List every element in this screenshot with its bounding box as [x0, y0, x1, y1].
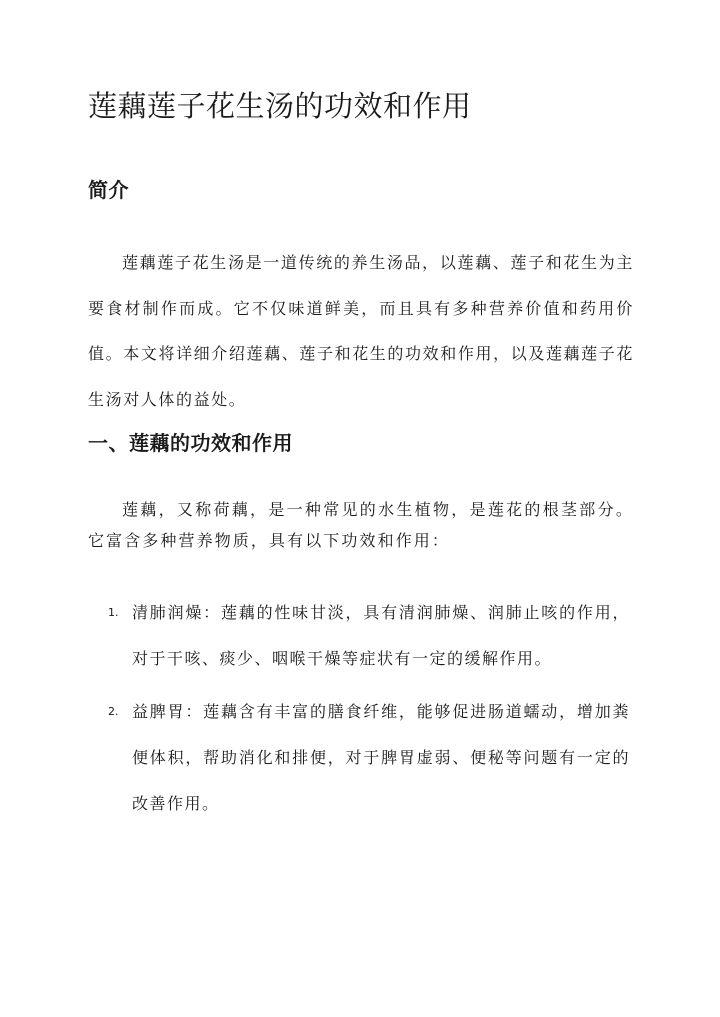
list-item-text: 清肺润燥：莲藕的性味甘淡，具有清润肺燥、润肺止咳的作用，对于干咳、痰少、咽喉干燥等症状有一定的缓解作用。 — [132, 603, 630, 668]
list-item — [108, 590, 630, 682]
section1-paragraph: 莲藕，又称荷藕，是一种常见的水生植物，是莲花的根茎部分。它富含多种营养物质，具有以下功效和作用： — [88, 500, 634, 550]
section1-heading: 一、莲藕的功效和作用 — [88, 431, 293, 455]
list-item — [108, 689, 630, 827]
section1-list-2 — [108, 689, 630, 827]
intro-heading: 简介 — [88, 178, 129, 202]
list-item-text: 益脾胃：莲藕含有丰富的膳食纤维，能够促进肠道蠕动，增加粪便体积，帮助消化和排便，对于脾胃虚弱、便秘等问题有一定的改善作用。 — [132, 702, 630, 813]
document-title: 莲藕莲子花生汤的功效和作用 — [88, 89, 472, 123]
list-item-number: 2. — [108, 705, 119, 718]
section1-list-1 — [108, 590, 630, 682]
intro-paragraph: 莲藕莲子花生汤是一道传统的养生汤品，以莲藕、莲子和花生为主要食材制作而成。它不仅味道鲜美，而且具有多种营养价值和药用价值。本文将详细介绍莲藕、莲子和花生的功效和作用，以及莲藕莲子花生汤对人体的益处。 — [88, 253, 634, 409]
list-item-number: 1. — [108, 606, 119, 619]
